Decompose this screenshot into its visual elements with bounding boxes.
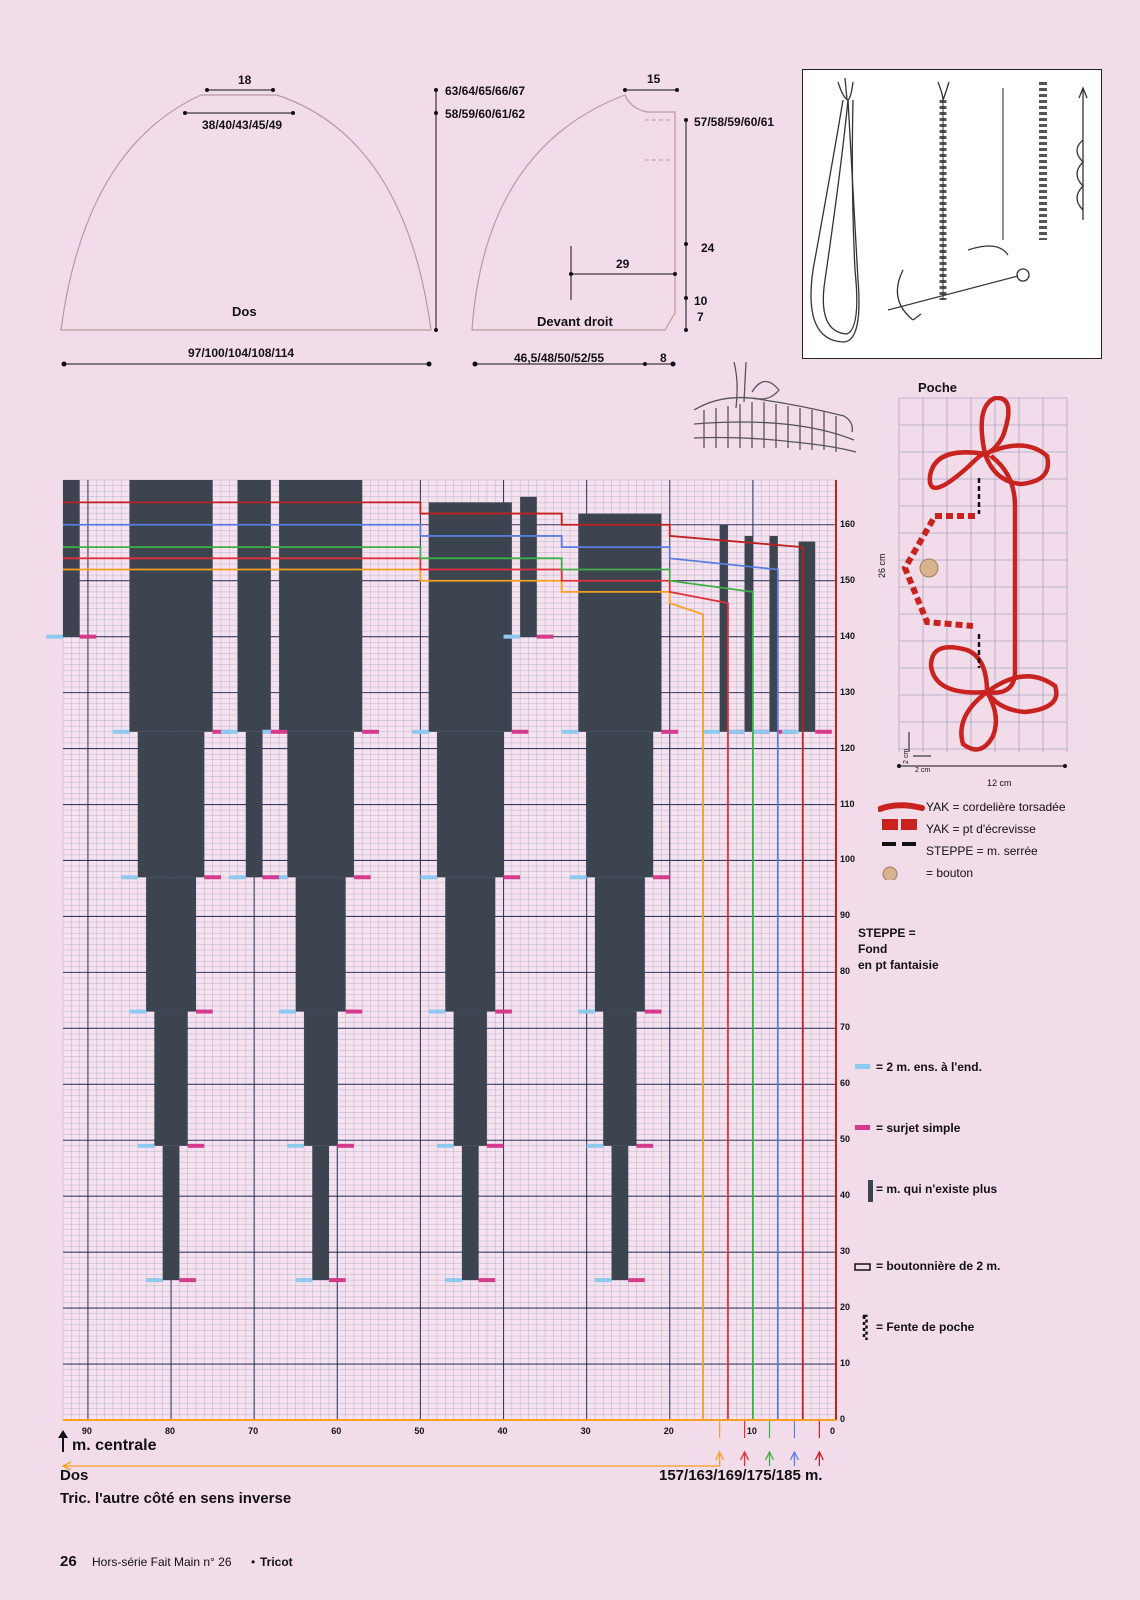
page-number: 26 — [60, 1553, 77, 1570]
background-legend-line-2: Fond — [858, 942, 888, 956]
y-tick-label: 10 — [840, 1358, 851, 1369]
front-label: Devant droit — [537, 314, 613, 329]
legend-no-stitch: = m. qui n'existe plus — [876, 1182, 998, 1196]
no-stitch-block — [238, 480, 271, 732]
front-bottom-b: 7 — [697, 310, 704, 324]
pocket-width-label: 12 cm — [987, 778, 1012, 788]
k2tog-mark — [420, 875, 437, 879]
skpo-mark — [188, 1144, 205, 1148]
k2tog-mark — [595, 1278, 612, 1282]
no-stitch-block — [129, 480, 212, 732]
k2tog-mark — [445, 1278, 462, 1282]
center-stitch-label: m. centrale — [72, 1437, 157, 1454]
x-tick-label: 30 — [580, 1426, 591, 1436]
legend-crab-stitch: YAK = pt d'écrevisse — [926, 822, 1036, 836]
y-tick-label: 60 — [840, 1078, 851, 1089]
k2tog-mark — [562, 730, 579, 734]
y-tick-label: 40 — [840, 1190, 851, 1201]
x-tick-label: 80 — [165, 1426, 176, 1436]
k2tog-swatch — [855, 1064, 870, 1069]
no-stitch-block — [138, 732, 204, 877]
center-stitch-arrow — [56, 1429, 70, 1453]
no-stitch-block — [595, 877, 645, 1011]
legend-pocket-slit: = Fente de poche — [876, 1320, 975, 1334]
back-total-height: 63/64/65/66/67 — [445, 84, 526, 98]
skpo-mark — [80, 635, 97, 639]
legend-skpo: = surjet simple — [876, 1121, 961, 1135]
skpo-swatch — [855, 1125, 870, 1130]
k2tog-mark — [412, 730, 429, 734]
no-stitch-block — [163, 1146, 180, 1280]
no-stitch-block — [154, 1012, 187, 1146]
legend-k2tog: = 2 m. ens. à l'end. — [876, 1060, 982, 1074]
k2tog-mark — [279, 1010, 296, 1014]
k2tog-mark — [753, 730, 770, 734]
skpo-mark — [329, 1278, 346, 1282]
buttonhole-swatch — [855, 1264, 870, 1270]
pocket-height-label: 26 cm — [877, 553, 887, 578]
skpo-mark — [362, 730, 379, 734]
y-tick-label: 160 — [840, 518, 856, 529]
legend-cord: YAK = cordelière torsadée — [926, 800, 1066, 814]
chart-title: Dos — [60, 1467, 89, 1484]
y-tick-label: 130 — [840, 686, 856, 697]
skpo-mark — [537, 635, 554, 639]
y-tick-label: 20 — [840, 1302, 851, 1313]
skpo-mark — [637, 1144, 654, 1148]
no-stitch-block — [246, 732, 263, 877]
k2tog-mark — [287, 1144, 304, 1148]
k2tog-mark — [504, 635, 521, 639]
x-tick-label: 40 — [497, 1426, 508, 1436]
k2tog-mark — [782, 730, 799, 734]
front-pocket-height: 24 — [701, 241, 715, 255]
pocket-small-b: 2 cm — [915, 767, 931, 774]
k2tog-mark — [46, 635, 63, 639]
k2tog-mark — [121, 875, 138, 879]
front-pocket-width: 29 — [616, 257, 630, 271]
k2tog-mark — [578, 1010, 595, 1014]
k2tog-mark — [703, 730, 720, 734]
k2tog-mark — [146, 1278, 163, 1282]
y-tick-label: 50 — [840, 1134, 851, 1145]
x-tick-label: 50 — [414, 1426, 425, 1436]
k2tog-mark — [138, 1144, 155, 1148]
front-top-width: 15 — [647, 72, 661, 86]
x-tick-label: 0 — [830, 1426, 836, 1436]
back-label: Dos — [232, 304, 257, 319]
skpo-mark — [661, 730, 678, 734]
skpo-mark — [487, 1144, 504, 1148]
y-tick-label: 80 — [840, 966, 851, 977]
k2tog-mark — [429, 1010, 446, 1014]
no-stitch-block — [296, 877, 346, 1011]
skpo-mark — [354, 875, 371, 879]
front-height: 57/58/59/60/61 — [694, 115, 775, 129]
skpo-mark — [653, 875, 670, 879]
y-tick-label: 30 — [840, 1246, 851, 1257]
y-tick-label: 150 — [840, 574, 856, 585]
skpo-mark — [512, 730, 529, 734]
legend-single-crochet: STEPPE = m. serrée — [926, 844, 1038, 858]
pocket-small-a: 2 cm — [903, 748, 910, 764]
stitch-count-label: 157/163/169/175/185 m. — [659, 1467, 823, 1484]
stitch-legend-swatches — [850, 1060, 880, 1340]
no-stitch-block — [312, 1146, 329, 1280]
x-tick-label: 20 — [663, 1426, 674, 1436]
skpo-mark — [628, 1278, 645, 1282]
legend-buttonhole: = boutonnière de 2 m. — [876, 1259, 1001, 1273]
no-stitch-swatch — [868, 1180, 873, 1202]
k2tog-mark — [587, 1144, 604, 1148]
skpo-mark — [204, 875, 221, 879]
legend-button: = bouton — [926, 866, 974, 880]
pocket-slit-swatch — [864, 1316, 867, 1340]
k2tog-mark — [296, 1278, 313, 1282]
pocket-title: Poche — [918, 380, 958, 395]
front-bottom-width: 46,5/48/50/52/55 — [514, 351, 605, 365]
no-stitch-block — [287, 732, 353, 877]
no-stitch-block — [612, 1146, 629, 1280]
k2tog-mark — [570, 875, 587, 879]
no-stitch-block — [587, 732, 653, 877]
no-stitch-block — [437, 732, 503, 877]
skpo-mark — [262, 875, 279, 879]
skpo-mark — [645, 1010, 662, 1014]
no-stitch-block — [520, 497, 537, 637]
background-legend-line-1: STEPPE = — [858, 926, 916, 940]
front-band-width: 8 — [660, 351, 667, 365]
y-tick-label: 120 — [840, 742, 856, 753]
skpo-mark — [479, 1278, 496, 1282]
y-tick-label: 90 — [840, 910, 851, 921]
chart-instruction: Tric. l'autre côté en sens inverse — [60, 1490, 292, 1507]
k2tog-mark — [728, 730, 745, 734]
no-stitch-block — [462, 1146, 479, 1280]
x-tick-label: 60 — [331, 1426, 342, 1436]
footer-separator: • — [251, 1555, 256, 1569]
y-tick-label: 70 — [840, 1022, 851, 1033]
skpo-mark — [504, 875, 521, 879]
front-bottom-a: 10 — [694, 294, 708, 308]
back-top-width: 18 — [238, 73, 252, 87]
skpo-mark — [337, 1144, 354, 1148]
x-tick-label: 10 — [746, 1426, 757, 1436]
skpo-mark — [271, 730, 288, 734]
section-name: Tricot — [260, 1555, 293, 1569]
magazine-title: Hors-série Fait Main n° 26 — [92, 1555, 232, 1569]
y-tick-label: 0 — [840, 1414, 846, 1424]
background-legend-line-3: en pt fantaisie — [858, 958, 939, 972]
k2tog-mark — [437, 1144, 454, 1148]
no-stitch-block — [454, 1012, 487, 1146]
k2tog-mark — [221, 730, 238, 734]
skpo-mark — [346, 1010, 363, 1014]
x-tick-label: 70 — [248, 1426, 259, 1436]
no-stitch-block — [720, 525, 728, 732]
y-tick-label: 100 — [840, 854, 856, 865]
no-stitch-block — [146, 877, 196, 1011]
skpo-mark — [495, 1010, 512, 1014]
skpo-mark — [179, 1278, 196, 1282]
y-tick-label: 140 — [840, 630, 856, 641]
k2tog-mark — [113, 730, 130, 734]
no-stitch-block — [770, 536, 778, 732]
skpo-mark — [196, 1010, 213, 1014]
no-stitch-block — [603, 1012, 636, 1146]
no-stitch-block — [304, 1012, 337, 1146]
back-bottom-width: 97/100/104/108/114 — [188, 346, 295, 360]
k2tog-mark — [129, 1010, 146, 1014]
no-stitch-block — [799, 542, 816, 732]
back-armhole-height: 58/59/60/61/62 — [445, 107, 526, 121]
skpo-mark — [815, 730, 832, 734]
y-tick-label: 110 — [840, 798, 855, 809]
no-stitch-block — [279, 480, 362, 732]
no-stitch-block — [445, 877, 495, 1011]
back-neck-width: 38/40/43/45/49 — [202, 118, 283, 132]
k2tog-mark — [229, 875, 246, 879]
x-tick-label: 90 — [81, 1426, 92, 1436]
